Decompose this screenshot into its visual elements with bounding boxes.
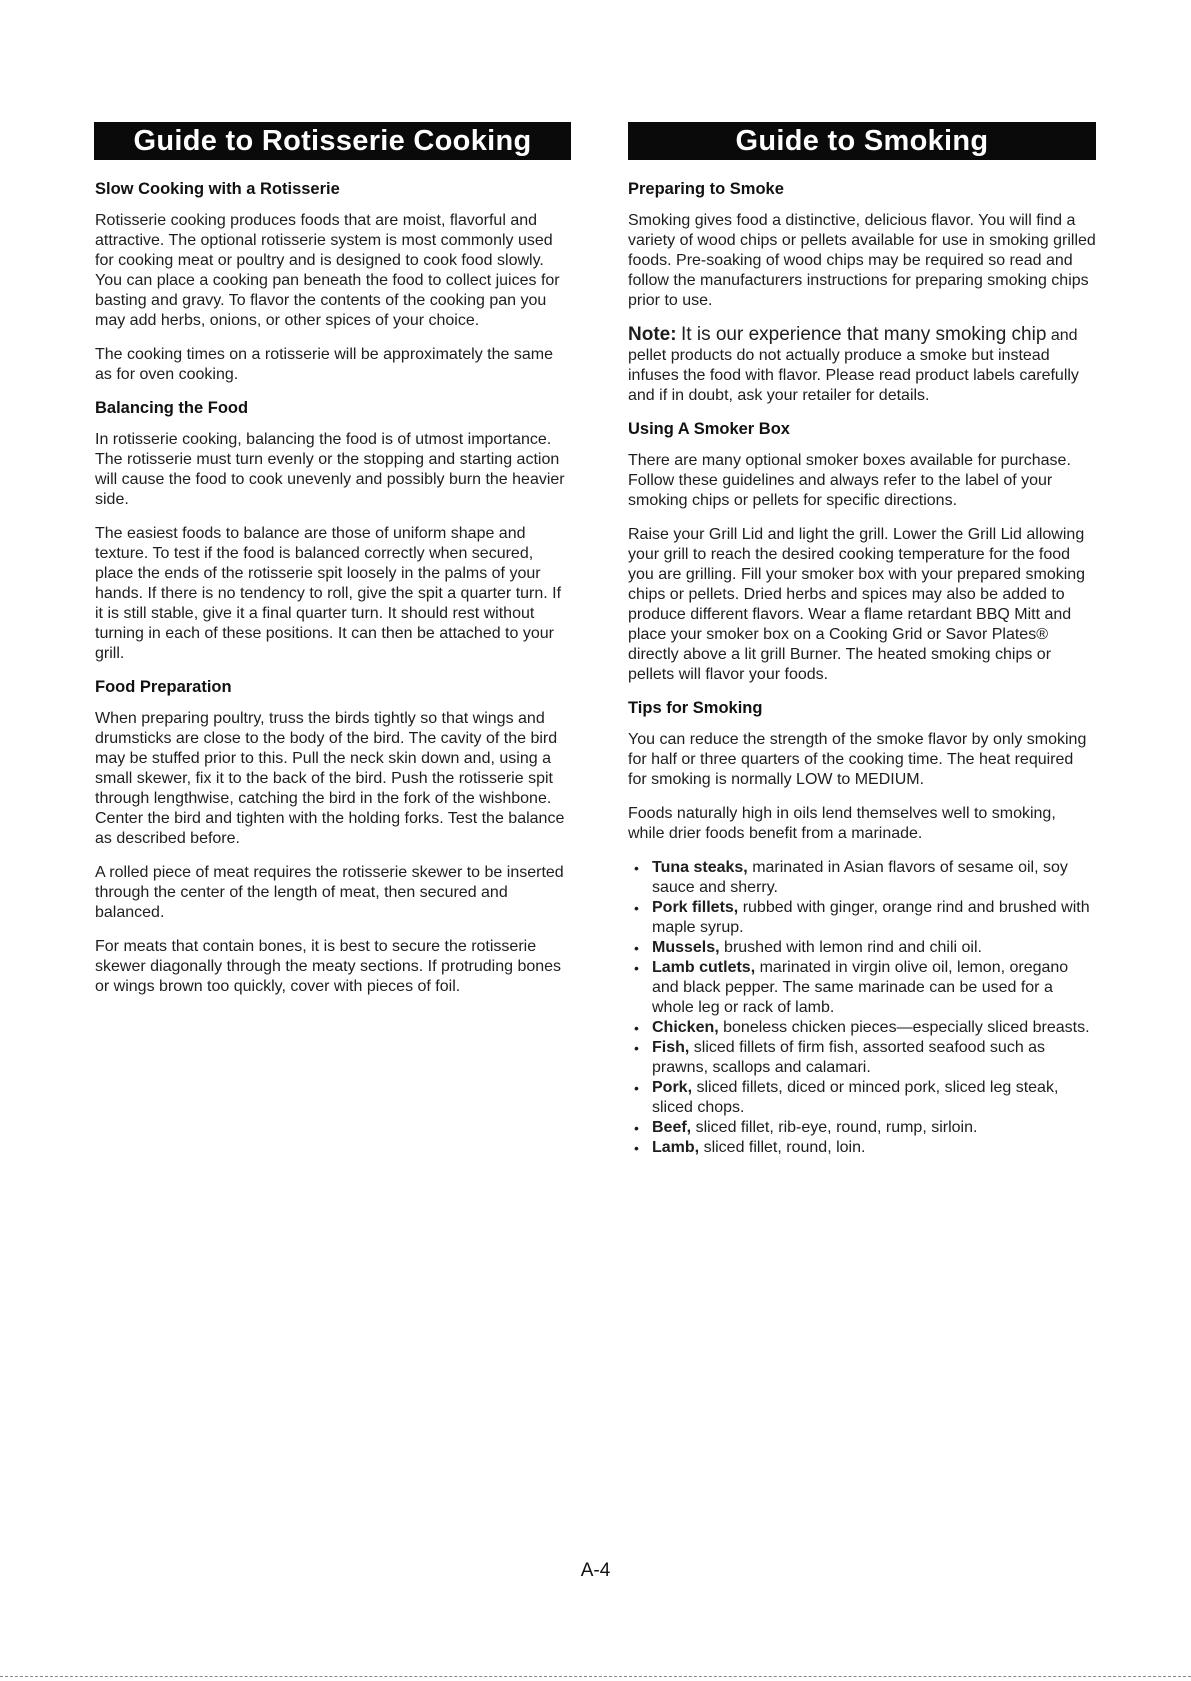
bullet-icon: • bbox=[634, 1080, 639, 1096]
food-prep-paragraph-2: A rolled piece of meat requires the rotisserie skewer to be inserted through the center of the length of meat, then secured and balanced. bbox=[95, 864, 564, 921]
tips-list bbox=[628, 858, 1096, 1158]
rotisserie-content bbox=[95, 180, 573, 997]
tips-list-item: • Fish, sliced fillets of firm fish, assorted seafood such as prawns, scallops and calamari. bbox=[634, 1039, 1046, 1076]
bullet-icon: • bbox=[634, 1020, 639, 1036]
rotisserie-column bbox=[95, 122, 573, 1011]
tips-list-item: • Lamb, sliced fillet, round, loin. bbox=[634, 1139, 866, 1156]
balancing-heading: Balancing the Food bbox=[95, 399, 249, 417]
note-paragraph bbox=[628, 325, 1096, 406]
tips-list-item: • Chicken, boneless chicken pieces—especially sliced breasts. bbox=[634, 1019, 1090, 1036]
page-number: A-4 bbox=[580, 1560, 611, 1581]
bullet-icon: • bbox=[634, 1040, 639, 1056]
slow-cooking-paragraph-1: Rotisserie cooking produces foods that are moist, flavorful and attractive. The optional rotisserie system is most commonly used for cooking meat or poultry and is designed to cook food slowly. You can place a cooking pan beneath the food to collect juices for basting and gravy. To flavor the contents of the cooking pan you may add herbs, onions, or other spices of your choice. bbox=[95, 212, 560, 329]
tips-paragraph-2: Foods naturally high in oils lend themselves well to smoking, while drier foods benefit from a marinade. bbox=[628, 805, 1056, 842]
bullet-icon: • bbox=[634, 1140, 639, 1156]
food-prep-paragraph-1: When preparing poultry, truss the birds tightly so that wings and drumsticks are close to the body of the bird. The cavity of the bird may be stuffed prior to this. Pull the neck skin down and, using a small skewer, fix it to the back of the bird. Push the rotisserie spit through lengthwise, catching the bird in the fork of the wishbone. Center the bird and tighten with the holding forks. Test the balance as described before. bbox=[95, 710, 565, 847]
preparing-heading: Preparing to Smoke bbox=[628, 180, 784, 198]
smoking-column bbox=[628, 122, 1096, 1158]
food-prep-paragraph-3: For meats that contain bones, it is best to secure the rotisserie skewer diagonally through the meaty sections. If protruding bones or wings brown too quickly, cover with pieces of foil. bbox=[95, 938, 562, 995]
bullet-icon: • bbox=[634, 940, 639, 956]
note-label: Note: bbox=[628, 324, 677, 345]
food-prep-heading: Food Preparation bbox=[95, 678, 232, 696]
balancing-paragraph-2: The easiest foods to balance are those of uniform shape and texture. To test if the food is balanced correctly when secured, place the ends of the rotisserie spit loosely in the palms of your hands. If there is no tendency to roll, give the spit a quarter turn. If it is still stable, give it a final quarter turn. It should rest without turning in each of these positions. It can then be attached to your grill. bbox=[95, 525, 562, 662]
note-rest: and pellet products do not actually produce a smoke but instead infuses the food with flavor. Please read product labels carefully and if in doubt, ask your retailer for details. bbox=[628, 327, 1079, 404]
bottom-rule bbox=[0, 1676, 1191, 1677]
tips-paragraph-1: You can reduce the strength of the smoke flavor by only smoking for half or three quarters of the cooking time. The heat required for smoking is normally LOW to MEDIUM. bbox=[628, 731, 1087, 788]
tips-heading: Tips for Smoking bbox=[628, 699, 763, 717]
smoking-title-banner: Guide to Smoking bbox=[628, 122, 1096, 160]
tips-list-item: • Mussels, brushed with lemon rind and chili oil. bbox=[634, 939, 982, 956]
smoker-box-paragraph-1: There are many optional smoker boxes available for purchase. Follow these guidelines and always refer to the label of your smoking chips or pellets for specific directions. bbox=[628, 452, 1071, 509]
bullet-icon: • bbox=[634, 960, 639, 976]
preparing-paragraph-1: Smoking gives food a distinctive, delicious flavor. You will find a variety of wood chips or pellets available for use in smoking grilled foods. Pre-soaking of wood chips may be required so read and follow the manufacturers instructions for preparing smoking chips prior to use. bbox=[628, 212, 1096, 309]
smoker-box-heading: Using A Smoker Box bbox=[628, 420, 790, 438]
bullet-icon: • bbox=[634, 860, 639, 876]
tips-list-item: • Lamb cutlets, marinated in virgin olive oil, lemon, oregano and black pepper. The same marinade can be used for a whole leg or rack of lamb. bbox=[634, 959, 1069, 1016]
smoker-box-paragraph-2: Raise your Grill Lid and light the grill. Lower the Grill Lid allowing your grill to reach the desired cooking temperature for the food you are grilling. Fill your smoker box with your prepared smoking chips or pellets. Dried herbs and spices may also be added to produce different flavors. Wear a flame retardant BBQ Mitt and place your smoker box on a Cooking Grid or Savor Plates® directly above a lit grill Burner. The heated smoking chips or pellets will flavor your foods. bbox=[628, 526, 1086, 683]
slow-cooking-heading: Slow Cooking with a Rotisserie bbox=[95, 180, 340, 198]
smoking-content bbox=[628, 180, 1096, 1158]
balancing-paragraph-1: In rotisserie cooking, balancing the food is of utmost importance. The rotisserie must turn evenly or the stopping and starting action will cause the food to cook unevenly and possibly burn the heavier side. bbox=[95, 431, 565, 508]
note-lead: It is our experience that many smoking chip bbox=[681, 324, 1047, 345]
tips-list-item: • Pork fillets, rubbed with ginger, orange rind and brushed with maple syrup. bbox=[634, 899, 1090, 936]
slow-cooking-paragraph-2: The cooking times on a rotisserie will be approximately the same as for oven cooking. bbox=[95, 346, 553, 383]
tips-list-item: • Beef, sliced fillet, rib-eye, round, rump, sirloin. bbox=[634, 1119, 978, 1136]
tips-list-item: • Tuna steaks, marinated in Asian flavors of sesame oil, soy sauce and sherry. bbox=[634, 859, 1068, 896]
bullet-icon: • bbox=[634, 1120, 639, 1136]
rotisserie-title-banner: Guide to Rotisserie Cooking bbox=[94, 122, 571, 160]
tips-list-item: • Pork, sliced fillets, diced or minced pork, sliced leg steak, sliced chops. bbox=[634, 1079, 1059, 1116]
bullet-icon: • bbox=[634, 900, 639, 916]
